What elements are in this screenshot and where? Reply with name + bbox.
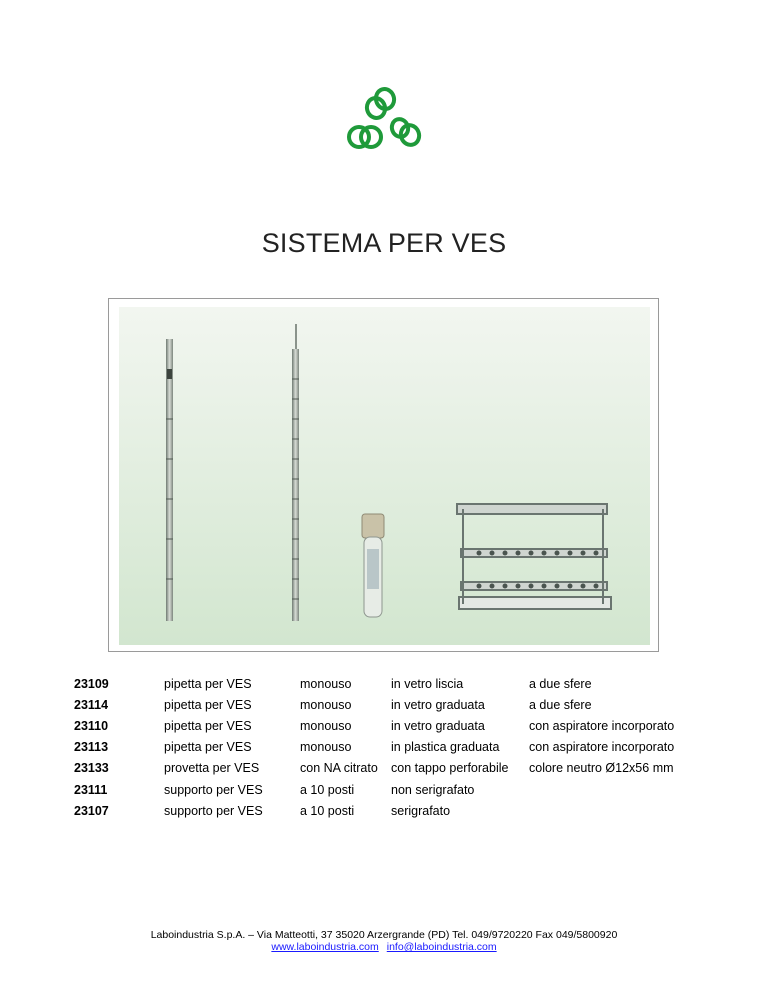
product-code: 23111 — [74, 782, 108, 797]
table-row — [74, 673, 674, 694]
table-row — [74, 737, 674, 758]
product-photo — [108, 298, 659, 652]
product-note: con aspiratore incorporato — [529, 718, 675, 733]
product-type: a 10 posti — [300, 803, 355, 818]
product-type: monouso — [300, 740, 352, 755]
product-material: con tappo perforabile — [391, 761, 509, 776]
product-name: pipetta per VES — [164, 697, 252, 712]
product-code: 23110 — [74, 718, 109, 733]
table-row — [74, 758, 674, 779]
company-logo-icon — [340, 86, 430, 152]
product-note: a due sfere — [529, 676, 592, 691]
product-type: con NA citrato — [300, 761, 378, 776]
footer-address: Laboindustria S.p.A. – Via Matteotti, 37 35020 Arzergrande (PD) Tel. 049/9720220 Fax 049/5800920 — [150, 929, 618, 941]
website-link[interactable]: www.laboindustria.com — [271, 941, 379, 953]
product-note: colore neutro Ø12x56 mm — [529, 761, 674, 776]
product-note: a due sfere — [529, 697, 592, 712]
product-note: con aspiratore incorporato — [529, 740, 675, 755]
footer — [0, 929, 768, 953]
product-name: pipetta per VES — [164, 718, 252, 733]
table-row — [74, 694, 674, 715]
product-material: in vetro graduata — [391, 718, 485, 733]
product-type: monouso — [300, 676, 352, 691]
product-code: 23109 — [74, 676, 109, 691]
product-table — [74, 673, 674, 821]
ves-pipettes-tube-rack-photo-icon — [109, 299, 658, 651]
product-code: 23133 — [74, 761, 109, 776]
product-name: supporto per VES — [164, 782, 263, 797]
product-material: non serigrafato — [391, 782, 475, 797]
page-title: SISTEMA PER VES — [261, 228, 507, 258]
product-note — [529, 800, 674, 821]
product-type: a 10 posti — [300, 782, 355, 797]
product-code: 23107 — [74, 803, 109, 818]
product-material: in vetro liscia — [391, 676, 464, 691]
product-type: monouso — [300, 697, 352, 712]
product-code: 23113 — [74, 740, 109, 755]
table-row — [74, 800, 674, 821]
product-type: monouso — [300, 718, 352, 733]
product-material: in plastica graduata — [391, 740, 500, 755]
product-note — [529, 779, 674, 800]
table-row — [74, 715, 674, 736]
product-name: provetta per VES — [164, 761, 260, 776]
product-name: supporto per VES — [164, 803, 263, 818]
product-material: serigrafato — [391, 803, 451, 818]
table-row — [74, 779, 674, 800]
email-link[interactable]: info@laboindustria.com — [386, 941, 497, 953]
product-material: in vetro graduata — [391, 697, 485, 712]
product-name: pipetta per VES — [164, 676, 252, 691]
product-code: 23114 — [74, 697, 109, 712]
product-name: pipetta per VES — [164, 740, 252, 755]
